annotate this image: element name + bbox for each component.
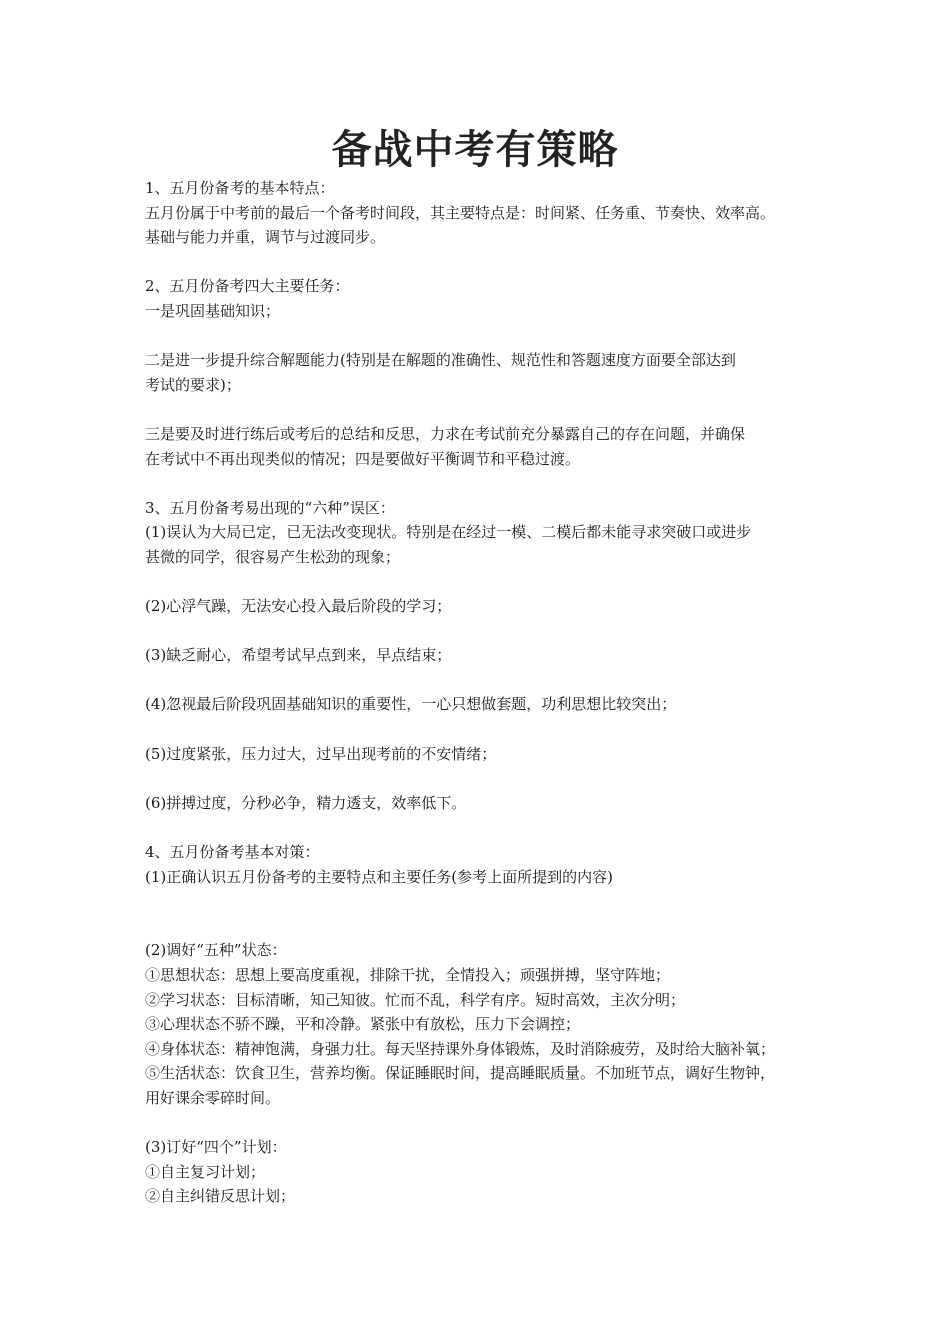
list-item: ⑤生活状态：饮食卫生，营养均衡。保证睡眠时间，提高睡眠质量。不加班节点，调好生物钟，	[145, 1064, 776, 1083]
list-item: ①思想状态：思想上要高度重视，排除干扰，全情投入；顽强拼搏，坚守阵地；	[145, 966, 671, 984]
paragraph-line: 二是进一步提升综合解题能力(特别是在解题的准确性、规范性和答题速度方面要全部达到	[145, 351, 736, 370]
subsection-heading: (2)调好“五种”状态：	[145, 941, 287, 960]
document-body	[145, 176, 825, 1209]
list-item: ②学习状态：目标清晰，知己知彼。忙而不乱，科学有序。短时高效，主次分明；	[145, 990, 686, 1009]
paragraph-line: 一是巩固基础知识；	[145, 301, 281, 320]
paragraph-line: (5)过度紧张，压力过大，过早出现考前的不安情绪；	[145, 744, 497, 763]
spacer	[145, 717, 825, 742]
list-item: ①自主复习计划；	[145, 1162, 266, 1181]
paragraph-line: 考试的要求)；	[145, 375, 241, 394]
subsection-heading: (3)订好“四个”计划：	[145, 1138, 287, 1157]
list-item: ③心理状态不骄不躁，平和冷静。紧张中有放松，压力下会调控；	[145, 1015, 581, 1034]
paragraph-line: 甚微的同学，很容易产生松劲的现象；	[145, 547, 401, 566]
section-heading: 4、五月份备考基本对策：	[145, 843, 320, 862]
paragraph-line: (2)心浮气躁，无法安心投入最后阶段的学习；	[145, 597, 452, 616]
section-heading: 2、五月份备考四大主要任务：	[145, 277, 350, 296]
list-item: ④身体状态：精神饱满，身强力壮。每天坚持课外身体锻炼，及时消除疲劳，及时给大脑补氧；	[145, 1039, 776, 1058]
paragraph-line: 五月份属于中考前的最后一个备考时间段，其主要特点是：时间紧、任务重、节奏快、效率高。	[145, 203, 776, 222]
spacer	[145, 815, 825, 840]
section-heading: 1、五月份备考的基本特点：	[145, 179, 335, 197]
spacer	[145, 1111, 825, 1136]
document-title: 备战中考有策略	[331, 127, 619, 173]
paragraph-line: 三是要及时进行练后或考后的总结和反思，力求在考试前充分暴露自己的存在问题，并确保	[145, 424, 746, 443]
spacer	[145, 889, 825, 914]
paragraph-line: 在考试中不再出现类似的情况；四是要做好平衡调节和平稳过渡。	[145, 449, 581, 468]
spacer	[145, 914, 825, 939]
list-item: ②自主纠错反思计划；	[145, 1187, 296, 1206]
spacer	[145, 397, 825, 422]
spacer	[145, 766, 825, 791]
section-heading: 3、五月份备考易出现的“六种”误区：	[145, 498, 395, 517]
paragraph-line: (3)缺乏耐心，希望考试早点到来，早点结束；	[145, 646, 452, 665]
spacer	[145, 250, 825, 275]
spacer	[145, 570, 825, 595]
spacer	[145, 471, 825, 496]
spacer	[145, 668, 825, 693]
paragraph-line: (4)忽视最后阶段巩固基础知识的重要性，一心只想做套题，功利思想比较突出；	[145, 695, 677, 714]
paragraph-line: (1)正确认识五月份备考的主要特点和主要任务(参考上面所提到的内容)	[145, 867, 613, 886]
spacer	[145, 324, 825, 349]
paragraph-line: (1)误认为大局已定，已无法改变现状。特别是在经过一模、二模后都未能寻求突破口或进步	[145, 523, 752, 542]
paragraph-line: (6)拼搏过度，分秒必争，精力透支，效率低下。	[145, 793, 467, 812]
paragraph-line: 基础与能力并重，调节与过渡同步。	[145, 228, 386, 247]
spacer	[145, 619, 825, 644]
list-item: 用好课余零碎时间。	[145, 1088, 281, 1107]
